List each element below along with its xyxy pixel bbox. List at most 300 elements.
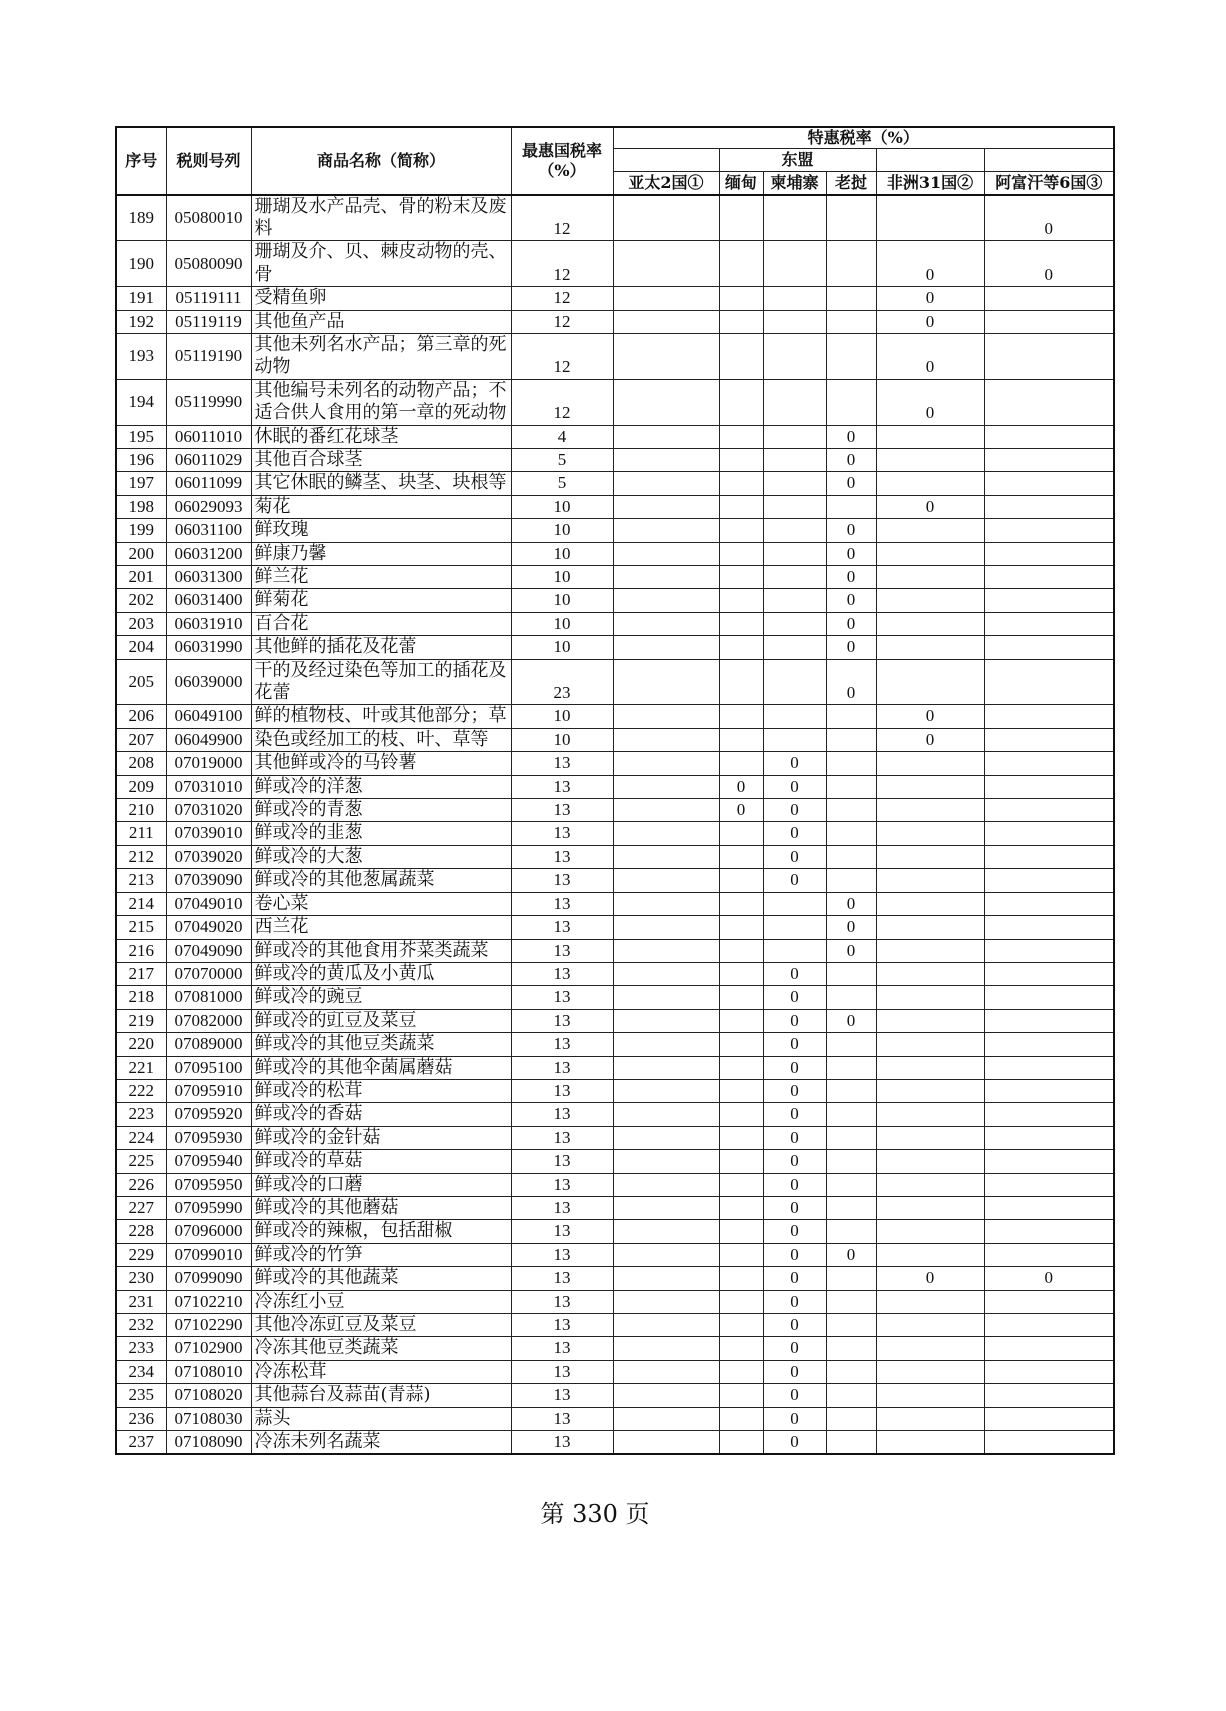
cell-laos-rate <box>826 310 876 333</box>
cell-africa-rate <box>876 636 984 659</box>
cell-myanmar-rate <box>719 822 763 845</box>
cell-cambodia-rate <box>763 916 826 939</box>
cell-myanmar-rate <box>719 752 763 775</box>
table-header <box>116 127 1114 195</box>
cell-apta-rate <box>613 589 719 612</box>
table-row <box>116 542 1114 565</box>
cell-seq: 219 <box>116 1009 166 1032</box>
cell-afghanistan-rate <box>984 589 1114 612</box>
cell-mfn-rate: 12 <box>511 379 613 425</box>
cell-mfn-rate: 10 <box>511 636 613 659</box>
cell-mfn-rate: 12 <box>511 310 613 333</box>
cell-seq: 197 <box>116 472 166 495</box>
cell-mfn-rate: 10 <box>511 728 613 751</box>
table-row <box>116 1431 1114 1455</box>
cell-tariff-code: 07039020 <box>166 845 251 868</box>
table-row <box>116 495 1114 518</box>
table-row <box>116 1267 1114 1290</box>
cell-afghanistan-rate <box>984 659 1114 705</box>
cell-cambodia-rate: 0 <box>763 775 826 798</box>
cell-product-name: 鲜或冷的竹笋 <box>251 1243 511 1266</box>
cell-laos-rate <box>826 1360 876 1383</box>
cell-myanmar-rate <box>719 519 763 542</box>
cell-africa-rate: 0 <box>876 379 984 425</box>
cell-africa-rate <box>876 962 984 985</box>
cell-mfn-rate: 12 <box>511 287 613 310</box>
cell-laos-rate <box>826 1033 876 1056</box>
header-cambodia: 柬埔寨 <box>763 172 826 195</box>
table-row <box>116 448 1114 471</box>
cell-afghanistan-rate <box>984 1431 1114 1455</box>
cell-apta-rate <box>613 542 719 565</box>
cell-tariff-code: 07031020 <box>166 799 251 822</box>
table-row <box>116 425 1114 448</box>
cell-mfn-rate: 13 <box>511 1314 613 1337</box>
cell-seq: 192 <box>116 310 166 333</box>
cell-afghanistan-rate: 0 <box>984 241 1114 287</box>
cell-seq: 214 <box>116 892 166 915</box>
cell-afghanistan-rate <box>984 728 1114 751</box>
cell-africa-rate: 0 <box>876 495 984 518</box>
cell-afghanistan-rate <box>984 495 1114 518</box>
cell-afghanistan-rate <box>984 1126 1114 1149</box>
cell-tariff-code: 07102290 <box>166 1314 251 1337</box>
cell-apta-rate <box>613 310 719 333</box>
cell-seq: 222 <box>116 1079 166 1102</box>
cell-myanmar-rate <box>719 472 763 495</box>
cell-seq: 189 <box>116 195 166 241</box>
cell-apta-rate <box>613 495 719 518</box>
table-row <box>116 1384 1114 1407</box>
cell-laos-rate <box>826 1407 876 1430</box>
cell-africa-rate <box>876 845 984 868</box>
cell-myanmar-rate <box>719 962 763 985</box>
header-product-name: 商品名称（简称） <box>251 127 511 195</box>
cell-afghanistan-rate <box>984 799 1114 822</box>
cell-africa-rate <box>876 1407 984 1430</box>
cell-afghanistan-rate <box>984 1033 1114 1056</box>
cell-mfn-rate: 13 <box>511 845 613 868</box>
cell-product-name: 鲜或冷的香菇 <box>251 1103 511 1126</box>
cell-tariff-code: 07095940 <box>166 1150 251 1173</box>
cell-product-name: 珊瑚及水产品壳、骨的粉末及废料 <box>251 195 511 241</box>
cell-myanmar-rate <box>719 1220 763 1243</box>
cell-myanmar-rate: 0 <box>719 775 763 798</box>
cell-afghanistan-rate <box>984 1360 1114 1383</box>
cell-tariff-code: 07095910 <box>166 1079 251 1102</box>
cell-laos-rate <box>826 1267 876 1290</box>
cell-mfn-rate: 10 <box>511 705 613 728</box>
cell-tariff-code: 07095920 <box>166 1103 251 1126</box>
cell-apta-rate <box>613 1290 719 1313</box>
cell-seq: 237 <box>116 1431 166 1455</box>
cell-cambodia-rate: 0 <box>763 1079 826 1102</box>
table-row <box>116 939 1114 962</box>
cell-seq: 221 <box>116 1056 166 1079</box>
cell-tariff-code: 06031910 <box>166 612 251 635</box>
cell-myanmar-rate <box>719 1079 763 1102</box>
cell-product-name: 鲜或冷的韭葱 <box>251 822 511 845</box>
cell-africa-rate <box>876 448 984 471</box>
cell-africa-rate <box>876 1079 984 1102</box>
cell-seq: 201 <box>116 566 166 589</box>
cell-mfn-rate: 13 <box>511 869 613 892</box>
cell-laos-rate: 0 <box>826 916 876 939</box>
cell-tariff-code: 06031400 <box>166 589 251 612</box>
cell-laos-rate: 0 <box>826 636 876 659</box>
cell-seq: 230 <box>116 1267 166 1290</box>
cell-afghanistan-rate <box>984 705 1114 728</box>
cell-seq: 198 <box>116 495 166 518</box>
cell-seq: 203 <box>116 612 166 635</box>
cell-africa-rate: 0 <box>876 1267 984 1290</box>
cell-tariff-code: 06011010 <box>166 425 251 448</box>
cell-tariff-code: 07089000 <box>166 1033 251 1056</box>
cell-seq: 205 <box>116 659 166 705</box>
cell-product-name: 鲜或冷的豌豆 <box>251 986 511 1009</box>
cell-laos-rate <box>826 705 876 728</box>
table-row <box>116 799 1114 822</box>
header-asean: 东盟 <box>719 149 876 172</box>
cell-tariff-code: 07070000 <box>166 962 251 985</box>
cell-cambodia-rate: 0 <box>763 845 826 868</box>
table-row <box>116 869 1114 892</box>
cell-myanmar-rate <box>719 1056 763 1079</box>
cell-cambodia-rate: 0 <box>763 1173 826 1196</box>
table-row <box>116 1407 1114 1430</box>
cell-cambodia-rate: 0 <box>763 822 826 845</box>
cell-product-name: 其他鱼产品 <box>251 310 511 333</box>
cell-cambodia-rate: 0 <box>763 962 826 985</box>
cell-myanmar-rate <box>719 636 763 659</box>
cell-africa-rate <box>876 612 984 635</box>
cell-myanmar-rate <box>719 1173 763 1196</box>
cell-africa-rate <box>876 1290 984 1313</box>
cell-product-name: 其他百合球茎 <box>251 448 511 471</box>
table-row <box>116 612 1114 635</box>
cell-africa-rate <box>876 1243 984 1266</box>
cell-africa-rate <box>876 1384 984 1407</box>
table-row <box>116 1150 1114 1173</box>
cell-tariff-code: 07095100 <box>166 1056 251 1079</box>
cell-mfn-rate: 10 <box>511 589 613 612</box>
cell-africa-rate <box>876 1196 984 1219</box>
cell-cambodia-rate <box>763 379 826 425</box>
cell-laos-rate <box>826 1150 876 1173</box>
cell-apta-rate <box>613 1314 719 1337</box>
header-tariff-code: 税则号列 <box>166 127 251 195</box>
cell-mfn-rate: 10 <box>511 495 613 518</box>
cell-cambodia-rate <box>763 333 826 379</box>
cell-myanmar-rate <box>719 425 763 448</box>
cell-product-name: 鲜菊花 <box>251 589 511 612</box>
cell-mfn-rate: 10 <box>511 612 613 635</box>
cell-afghanistan-rate <box>984 310 1114 333</box>
cell-afghanistan-rate <box>984 1173 1114 1196</box>
cell-seq: 218 <box>116 986 166 1009</box>
cell-seq: 204 <box>116 636 166 659</box>
cell-cambodia-rate <box>763 287 826 310</box>
cell-mfn-rate: 12 <box>511 241 613 287</box>
cell-laos-rate: 0 <box>826 1243 876 1266</box>
table-row <box>116 472 1114 495</box>
cell-mfn-rate: 12 <box>511 195 613 241</box>
cell-tariff-code: 07039090 <box>166 869 251 892</box>
cell-product-name: 干的及经过染色等加工的插花及花蕾 <box>251 659 511 705</box>
cell-afghanistan-rate <box>984 448 1114 471</box>
cell-tariff-code: 07031010 <box>166 775 251 798</box>
cell-mfn-rate: 13 <box>511 1290 613 1313</box>
cell-laos-rate <box>826 1103 876 1126</box>
table-row <box>116 1079 1114 1102</box>
cell-seq: 236 <box>116 1407 166 1430</box>
cell-myanmar-rate <box>719 659 763 705</box>
cell-afghanistan-rate <box>984 962 1114 985</box>
cell-africa-rate <box>876 1056 984 1079</box>
cell-apta-rate <box>613 1431 719 1455</box>
cell-seq: 199 <box>116 519 166 542</box>
cell-seq: 235 <box>116 1384 166 1407</box>
cell-laos-rate: 0 <box>826 939 876 962</box>
cell-mfn-rate: 13 <box>511 1384 613 1407</box>
header-blank-cell <box>984 149 1114 172</box>
cell-mfn-rate: 13 <box>511 986 613 1009</box>
cell-product-name: 其他蒜台及蒜苗(青蒜) <box>251 1384 511 1407</box>
cell-product-name: 鲜或冷的其他葱属蔬菜 <box>251 869 511 892</box>
cell-product-name: 其他鲜的插花及花蕾 <box>251 636 511 659</box>
cell-mfn-rate: 10 <box>511 542 613 565</box>
cell-product-name: 其他冷冻豇豆及菜豆 <box>251 1314 511 1337</box>
cell-seq: 229 <box>116 1243 166 1266</box>
header-myanmar: 缅甸 <box>719 172 763 195</box>
cell-cambodia-rate <box>763 636 826 659</box>
cell-afghanistan-rate <box>984 986 1114 1009</box>
cell-myanmar-rate <box>719 612 763 635</box>
table-row <box>116 636 1114 659</box>
cell-cambodia-rate: 0 <box>763 1431 826 1455</box>
cell-myanmar-rate <box>719 1337 763 1360</box>
table-row <box>116 195 1114 241</box>
table-row <box>116 1033 1114 1056</box>
cell-myanmar-rate <box>719 241 763 287</box>
cell-cambodia-rate <box>763 448 826 471</box>
cell-product-name: 百合花 <box>251 612 511 635</box>
cell-cambodia-rate: 0 <box>763 1407 826 1430</box>
cell-product-name: 鲜或冷的其他食用芥菜类蔬菜 <box>251 939 511 962</box>
cell-apta-rate <box>613 1173 719 1196</box>
cell-afghanistan-rate <box>984 939 1114 962</box>
cell-seq: 191 <box>116 287 166 310</box>
cell-product-name: 鲜或冷的大葱 <box>251 845 511 868</box>
table-row <box>116 1243 1114 1266</box>
cell-product-name: 鲜的植物枝、叶或其他部分；草 <box>251 705 511 728</box>
cell-laos-rate: 0 <box>826 1009 876 1032</box>
cell-tariff-code: 06011029 <box>166 448 251 471</box>
cell-africa-rate <box>876 519 984 542</box>
cell-africa-rate <box>876 892 984 915</box>
cell-myanmar-rate <box>719 728 763 751</box>
table-row <box>116 287 1114 310</box>
cell-myanmar-rate <box>719 1360 763 1383</box>
cell-tariff-code: 07049020 <box>166 916 251 939</box>
cell-product-name: 鲜或冷的其他蔬菜 <box>251 1267 511 1290</box>
cell-mfn-rate: 5 <box>511 472 613 495</box>
cell-seq: 207 <box>116 728 166 751</box>
cell-mfn-rate: 13 <box>511 916 613 939</box>
cell-afghanistan-rate <box>984 1290 1114 1313</box>
cell-apta-rate <box>613 775 719 798</box>
cell-cambodia-rate: 0 <box>763 1196 826 1219</box>
cell-apta-rate <box>613 799 719 822</box>
cell-myanmar-rate <box>719 1196 763 1219</box>
cell-laos-rate <box>826 1384 876 1407</box>
page-number: 第 330 页 <box>540 1500 650 1528</box>
cell-apta-rate <box>613 1079 719 1102</box>
cell-mfn-rate: 13 <box>511 1079 613 1102</box>
cell-mfn-rate: 13 <box>511 1173 613 1196</box>
cell-myanmar-rate <box>719 1126 763 1149</box>
cell-apta-rate <box>613 752 719 775</box>
cell-cambodia-rate: 0 <box>763 1220 826 1243</box>
cell-seq: 209 <box>116 775 166 798</box>
cell-tariff-code: 07096000 <box>166 1220 251 1243</box>
cell-afghanistan-rate <box>984 1243 1114 1266</box>
cell-laos-rate: 0 <box>826 542 876 565</box>
cell-afghanistan-rate <box>984 542 1114 565</box>
cell-apta-rate <box>613 1056 719 1079</box>
cell-africa-rate <box>876 1337 984 1360</box>
cell-africa-rate <box>876 775 984 798</box>
cell-apta-rate <box>613 705 719 728</box>
cell-product-name: 鲜或冷的松茸 <box>251 1079 511 1102</box>
cell-apta-rate <box>613 1220 719 1243</box>
table-row <box>116 1196 1114 1219</box>
cell-afghanistan-rate <box>984 1009 1114 1032</box>
cell-laos-rate <box>826 1173 876 1196</box>
cell-myanmar-rate <box>719 589 763 612</box>
table-row <box>116 916 1114 939</box>
header-laos: 老挝 <box>826 172 876 195</box>
cell-mfn-rate: 13 <box>511 1150 613 1173</box>
cell-tariff-code: 07049010 <box>166 892 251 915</box>
cell-apta-rate <box>613 379 719 425</box>
cell-tariff-code: 05119990 <box>166 379 251 425</box>
cell-tariff-code: 06031990 <box>166 636 251 659</box>
cell-apta-rate <box>613 1103 719 1126</box>
cell-cambodia-rate <box>763 589 826 612</box>
cell-africa-rate <box>876 542 984 565</box>
cell-product-name: 冷冻红小豆 <box>251 1290 511 1313</box>
cell-laos-rate <box>826 1290 876 1313</box>
cell-cambodia-rate: 0 <box>763 1384 826 1407</box>
table-row <box>116 519 1114 542</box>
cell-africa-rate <box>876 1173 984 1196</box>
table-row <box>116 822 1114 845</box>
cell-tariff-code: 07102210 <box>166 1290 251 1313</box>
header-blank-cell <box>876 149 984 172</box>
cell-myanmar-rate <box>719 1431 763 1455</box>
cell-cambodia-rate <box>763 425 826 448</box>
cell-laos-rate <box>826 822 876 845</box>
cell-product-name: 鲜玫瑰 <box>251 519 511 542</box>
cell-apta-rate <box>613 333 719 379</box>
cell-mfn-rate: 13 <box>511 1033 613 1056</box>
cell-myanmar-rate <box>719 869 763 892</box>
cell-myanmar-rate <box>719 195 763 241</box>
cell-apta-rate <box>613 1009 719 1032</box>
cell-laos-rate <box>826 986 876 1009</box>
cell-tariff-code: 05119190 <box>166 333 251 379</box>
cell-tariff-code: 06029093 <box>166 495 251 518</box>
cell-cambodia-rate: 0 <box>763 1337 826 1360</box>
cell-product-name: 其他编号未列名的动物产品；不适合供人食用的第一章的死动物 <box>251 379 511 425</box>
cell-afghanistan-rate <box>984 379 1114 425</box>
cell-africa-rate: 0 <box>876 333 984 379</box>
cell-tariff-code: 05080010 <box>166 195 251 241</box>
cell-africa-rate <box>876 1431 984 1455</box>
cell-africa-rate <box>876 1220 984 1243</box>
cell-africa-rate <box>876 1033 984 1056</box>
cell-product-name: 菊花 <box>251 495 511 518</box>
cell-laos-rate <box>826 287 876 310</box>
cell-apta-rate <box>613 1126 719 1149</box>
table-row <box>116 775 1114 798</box>
cell-myanmar-rate <box>719 892 763 915</box>
cell-product-name: 其他未列名水产品；第三章的死动物 <box>251 333 511 379</box>
cell-africa-rate <box>876 425 984 448</box>
cell-product-name: 鲜或冷的辣椒，包括甜椒 <box>251 1220 511 1243</box>
cell-tariff-code: 06031200 <box>166 542 251 565</box>
cell-myanmar-rate <box>719 1384 763 1407</box>
cell-africa-rate <box>876 1103 984 1126</box>
cell-africa-rate <box>876 1360 984 1383</box>
cell-laos-rate <box>826 869 876 892</box>
cell-afghanistan-rate <box>984 287 1114 310</box>
cell-cambodia-rate: 0 <box>763 1243 826 1266</box>
cell-laos-rate: 0 <box>826 425 876 448</box>
cell-seq: 208 <box>116 752 166 775</box>
cell-mfn-rate: 13 <box>511 1056 613 1079</box>
table-row <box>116 986 1114 1009</box>
cell-laos-rate: 0 <box>826 659 876 705</box>
cell-laos-rate <box>826 1314 876 1337</box>
cell-africa-rate <box>876 566 984 589</box>
cell-tariff-code: 07081000 <box>166 986 251 1009</box>
cell-myanmar-rate <box>719 986 763 1009</box>
cell-laos-rate <box>826 1337 876 1360</box>
cell-apta-rate <box>613 728 719 751</box>
cell-apta-rate <box>613 195 719 241</box>
cell-mfn-rate: 13 <box>511 752 613 775</box>
cell-afghanistan-rate <box>984 752 1114 775</box>
cell-seq: 194 <box>116 379 166 425</box>
cell-apta-rate <box>613 425 719 448</box>
cell-apta-rate <box>613 1337 719 1360</box>
cell-myanmar-rate <box>719 495 763 518</box>
cell-apta-rate <box>613 241 719 287</box>
cell-apta-rate <box>613 1033 719 1056</box>
cell-mfn-rate: 13 <box>511 892 613 915</box>
cell-cambodia-rate <box>763 939 826 962</box>
cell-seq: 227 <box>116 1196 166 1219</box>
cell-tariff-code: 05119111 <box>166 287 251 310</box>
cell-product-name: 其它休眠的鳞茎、块茎、块根等 <box>251 472 511 495</box>
cell-seq: 202 <box>116 589 166 612</box>
table-row <box>116 1126 1114 1149</box>
cell-product-name: 蒜头 <box>251 1407 511 1430</box>
cell-afghanistan-rate: 0 <box>984 195 1114 241</box>
cell-apta-rate <box>613 939 719 962</box>
